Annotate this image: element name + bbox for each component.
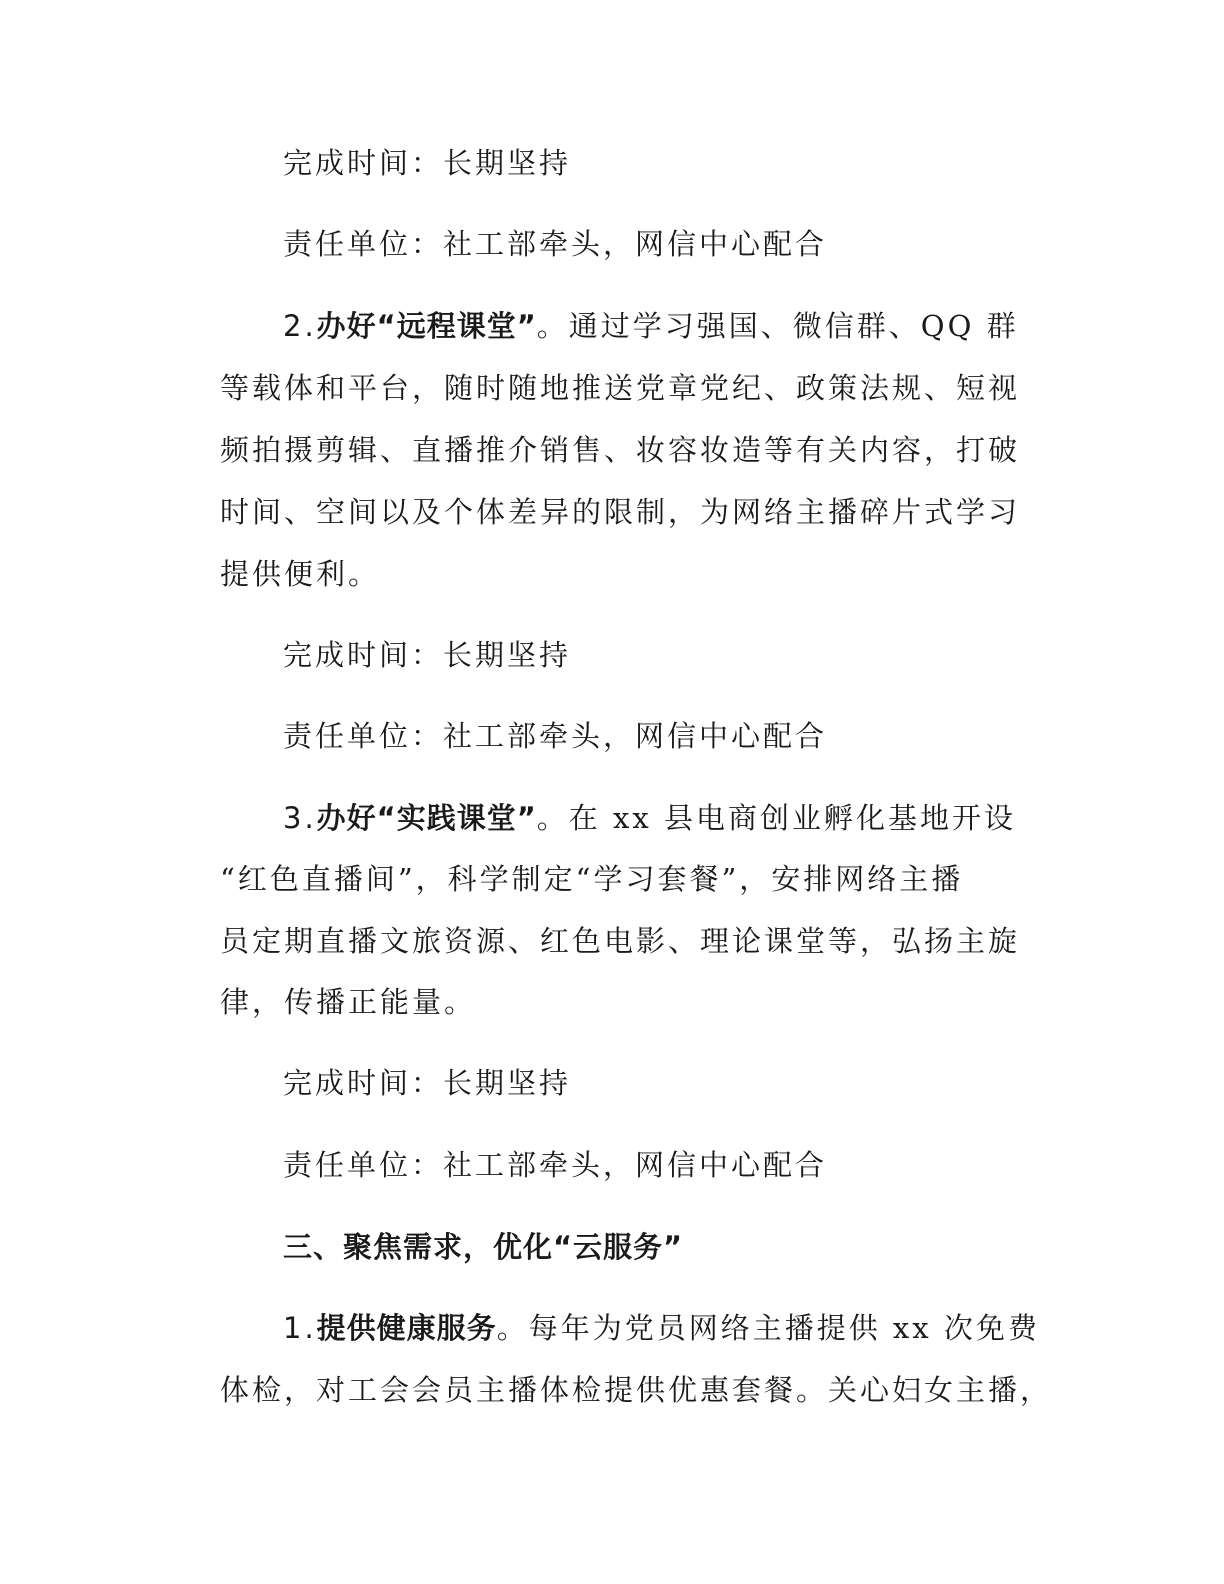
responsible-unit-2: 责任单位：社工部牵头，网信中心配合	[283, 719, 828, 753]
item-3-line-1: 。在 xx 县电商创业孵化基地开设	[536, 801, 1016, 835]
item-4-first-line	[283, 1308, 1103, 1348]
item-2-line-5: 提供便利。	[220, 557, 381, 591]
item-4-line-1: 。每年为党员网络主播提供 xx 次免费	[496, 1311, 1040, 1345]
completion-time-3: 完成时间：长期坚持	[283, 1066, 572, 1100]
completion-time-1: 完成时间：长期坚持	[283, 146, 572, 180]
item-2-first-line	[283, 306, 1103, 346]
item-4-title: 提供健康服务	[316, 1311, 497, 1345]
item-2-line-3: 频拍摄剪辑、直播推介销售、妆容妆造等有关内容，打破	[220, 433, 1021, 467]
item-3-number: 3.	[283, 801, 317, 835]
item-2-title: 办好“远程课堂”	[316, 309, 537, 343]
item-2-line-2: 等载体和平台，随时随地推送党章党纪、政策法规、短视	[220, 371, 1021, 405]
item-3-title: 办好“实践课堂”	[316, 801, 537, 835]
item-2-line-4: 时间、空间以及个体差异的限制，为网络主播碎片式学习	[220, 495, 1021, 529]
item-4-line-2: 体检，对工会会员主播体检提供优惠套餐。关心妇女主播，	[220, 1373, 1053, 1407]
section-3-heading: 三、聚焦需求，优化“云服务”	[283, 1230, 684, 1264]
item-2-number: 2.	[283, 309, 317, 343]
item-2-line-1: 。通过学习强国、微信群、QQ 群	[536, 309, 1019, 343]
item-3-first-line	[283, 798, 1103, 838]
item-3-line-3: 员定期直播文旅资源、红色电影、理论课堂等，弘扬主旋	[220, 924, 1021, 958]
item-4-number: 1.	[283, 1311, 317, 1345]
responsible-unit-3: 责任单位：社工部牵头，网信中心配合	[283, 1148, 828, 1182]
responsible-unit-1: 责任单位：社工部牵头，网信中心配合	[283, 227, 828, 261]
item-3-line-4: 律，传播正能量。	[220, 985, 477, 1019]
completion-time-2: 完成时间：长期坚持	[283, 638, 572, 672]
item-3-line-2: “红色直播间”，科学制定“学习套餐”，安排网络主播	[220, 862, 964, 896]
